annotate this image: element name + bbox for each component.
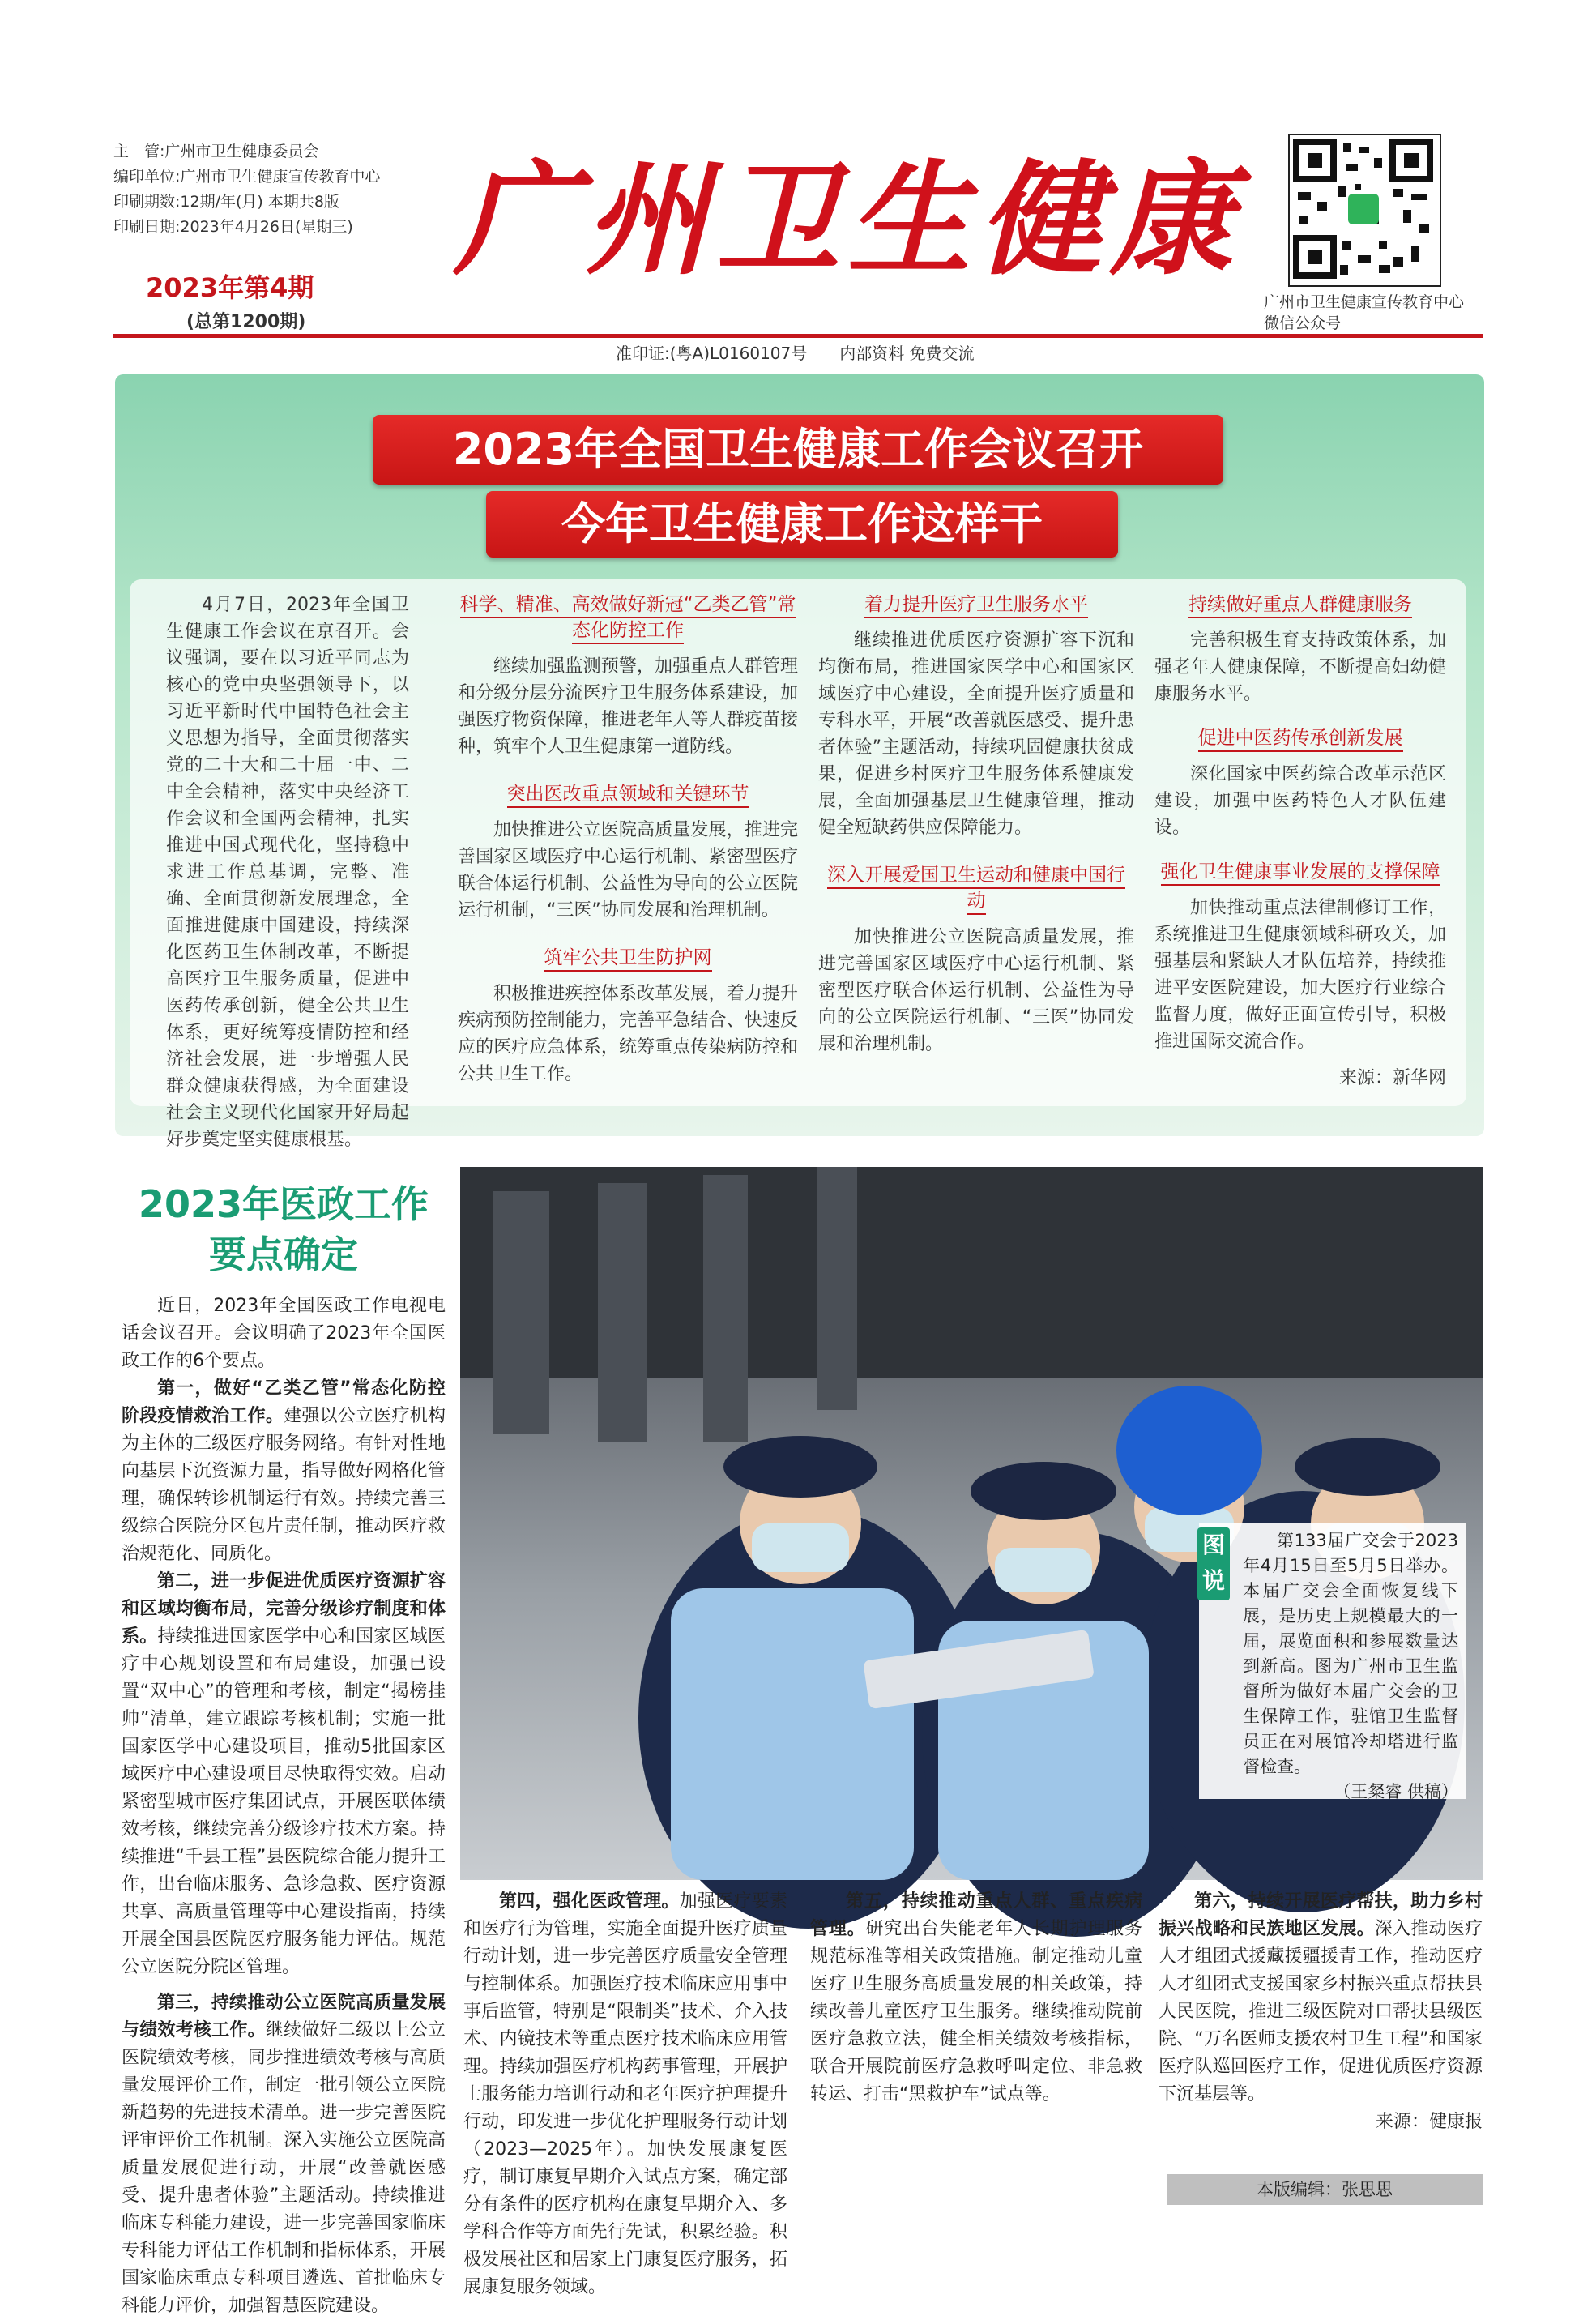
article-p4: 第三，持续推动公立医院高质量发展与绩效考核工作。继续做好二级以上公立医院绩效考核，同步推进绩效考核与高质量发展评价工作，制定一批引领公立医院新趋势的先进技术清单。进一步完善医院评审评价工作机制。深入实施公立医院高质量发展促进行动，开展“改善就医感受、提升患者体验”主题活动。持续推进临床专科能力建设，进一步完善国家临床专科能力评估工作机制和指标体系，开展国家临床重点专科项目遴选、首批临床专科能力评价，加强智慧医院建设。 [122, 1993, 446, 2316]
info-print-date: 印刷日期:2023年4月26日(星期三) [113, 218, 353, 236]
feature-column-3 [818, 592, 1134, 1057]
masthead-info [113, 139, 462, 240]
article-p3: 第二，进一步促进优质医疗资源扩容和区域均衡布局，完善分级诊疗制度和体系。持续推进国家医学中心和国家区域医疗中心规划设置和布局建设，加强已设置“双中心”的管理和考核，制定“揭榜挂帅”清单，建立跟踪考核机制；实施一批国家医学中心建设项目，推动5批国家区域医疗中心建设项目尽快取得实效。启动紧密型城市医疗集团试点，开展医联体绩效考核，继续完善分级诊疗技术方案。持续推进“千县工程”县医院综合能力提升工作，出台临床服务、急诊急救、医疗资源共享、高质量管理等中心建设指南，持续开展全国县医院医疗服务能力评估。规范公立医院分院区管理。 [122, 1571, 446, 1977]
feature-intro: 4月7日，2023年全国卫生健康工作会议在京召开。会议强调，要在以习近平同志为核心的党中央坚强领导下，以习近平新时代中国特色社会主义思想为指导，全面贯彻落实党的二十大和二十届一中、二中全会精神，落实中央经济工作会议和全国两会精神，扎实推进中国式现代化，坚持稳中求进工作总基调，完整、准确、全面贯彻新发展理念，全面推进健康中国建设，持续深化医药卫生体制改革，不断提高医疗卫生服务质量，促进中医药传承创新，健全公共卫生体系，更好统筹疫情防控和经济社会发展，进一步增强人民群众健康获得感，为全面建设社会主义现代化国家开好局起好步奠定坚实健康根基。 [166, 595, 409, 1150]
section-text-1: 继续加强监测预警，加强重点人群管理和分级分层分流医疗卫生服务体系建设，加强医疗物资保障，推进老年人等人群疫苗接种，筑牢个人卫生健康第一道防线。 [458, 656, 798, 757]
article-title-line-1: 2023年医政工作 [138, 1182, 429, 1226]
section-title-2: 突出医改重点领域和关键环节 [458, 781, 798, 807]
info-sponsor: 主 管:广州市卫生健康委员会 [113, 143, 319, 160]
headline-2: 今年卫生健康工作这样干 [561, 498, 1043, 549]
newspaper-title: 广州卫生健康 [454, 147, 1241, 292]
qr-caption: 广州市卫生健康宣传教育中心微信公众号 [1264, 293, 1465, 332]
headline-box-1 [373, 415, 1223, 485]
article-p2: 第一，做好“乙类乙管”常态化防控阶段疫情救治工作。建强以公立医疗机构为主体的三级医疗服务网络。有针对性地向基层下沉资源力量，指导做好网格化管理，确保转诊机制运行有效。持续完善三级综合医院分区包片责任制，推动医疗救治规范化、同质化。 [122, 1378, 446, 1564]
section-title-4: 着力提升医疗卫生服务水平 [818, 592, 1134, 617]
info-editor-unit: 编印单位:广州市卫生健康宣传教育中心 [113, 168, 381, 186]
issue-number: 2023年第4期 [146, 272, 314, 303]
section-text-8: 加快推动重点法律制修订工作，系统推进卫生健康领域科研攻关，加强基层和紧缺人才队伍培养，持续推进平安医院建设，加大医疗行业综合监督力度，做好正面宣传引导，积极推进国际交流合作。 [1154, 898, 1446, 1052]
article-p7: 第六，持续开展医疗帮扶，助力乡村振兴战略和民族地区发展。深入推动医疗人才组团式援藏援疆援青工作，推动医疗人才组团式支援国家乡村振兴重点帮扶县人民医院，推进三级医院对口帮扶县级医院、“万名医师支援农村卫生工程”和国家医疗队巡回医疗工作，促进优质医疗资源下沉基层等。 [1159, 1891, 1483, 2104]
page-editor: 本版编辑：张思思 [1167, 2174, 1483, 2205]
headline-1: 2023年全国卫生健康工作会议召开 [452, 424, 1144, 475]
feature-column-2 [458, 592, 798, 1087]
masthead-divider [113, 334, 1483, 338]
article-column-4 [1159, 1888, 1483, 2168]
article-p5: 第四，强化医政管理。加强医疗要素和医疗行为管理，实施全面提升医疗质量行动计划，进一步完善医疗质量安全管理与控制体系。加强医疗技术临床应用事中事后监管，特别是“限制类”技术、介入技术、内镜技术等重点医疗技术临床应用管理。持续加强医疗机构药事管理，开展护士服务能力培训行动和老年医疗护理提升行动，印发进一步优化护理服务行动计划（2023—2025年）。加快发展康复医疗，制订康复早期介入试点方案，确定部分有条件的医疗机构在康复早期介入、多学科合作等方面先行先试，积累经验。积极发展社区和居家上门康复医疗服务，拓展康复服务领域。 [463, 1891, 787, 2297]
headline-box-2 [486, 491, 1118, 558]
section-text-5: 加快推进公立医院高质量发展，推进完善国家区域医疗中心运行机制、紧密型医疗联合体运行机制、公益性为导向的公立医院运行机制、“三医”协同发展和治理机制。 [818, 927, 1134, 1054]
section-text-7: 深化国家中医药综合改革示范区建设，加强中医药特色人才队伍建设。 [1154, 764, 1446, 838]
article-title [122, 1179, 446, 1280]
feature-source: 来源：新华网 [1338, 1068, 1446, 1088]
section-text-2: 加快推进公立医院高质量发展，推进完善国家区域医疗中心运行机制、紧密型医疗联合体运行机制、公益性为导向的公立医院运行机制，“三医”协同发展和治理机制。 [458, 820, 798, 921]
article-p6: 第五，持续推动重点人群、重点疾病管理。研究出台失能老年人长期护理服务规范标准等相关政策措施。制定推动儿童医疗卫生服务高质量发展的相关政策，持续改善儿童医疗卫生服务。继续推动院前医疗急救立法，健全相关绩效考核指标，联合开展院前医疗急救呼叫定位、非急救转运、打击“黑救护车”试点等。 [810, 1891, 1142, 2104]
section-title-8: 强化卫生健康事业发展的支撑保障 [1154, 859, 1446, 885]
qr-code-icon[interactable] [1288, 134, 1441, 287]
section-text-6: 完善积极生育支持政策体系，加强老年人健康保障，不断提高妇幼健康服务水平。 [1154, 630, 1446, 704]
section-text-4: 继续推进优质医疗资源扩容下沉和均衡布局，推进国家医学中心和国家区域医疗中心建设，全面提升医疗质量和专科水平，开展“改善就医感受、提升患者体验”主题活动，持续巩固健康扶贫成果，促进乡村医疗卫生服务体系健康发展，全面加强基层卫生健康管理，推动健全短缺药供应保障能力。 [818, 630, 1134, 838]
photo-tag: 图说 [1197, 1527, 1230, 1600]
article-column-1b [122, 1989, 446, 2316]
section-text-3: 积极推进疾控体系改革发展，着力提升疾病预防控制能力，完善平急结合、快速反应的医疗应急体系，统筹重点传染病防控和公共卫生工作。 [458, 984, 798, 1084]
photo-caption: 第133届广交会于2023年4月15日至5月5日举办。本届广交会全面恢复线下展，是历史上规模最大的一届，展览面积和参展数量达到新高。图为广州市卫生监督所为做好本届广交会的卫生保障工作，驻馆卫生监督员正在对展馆冷却塔进行监督检查。 [1243, 1531, 1458, 1776]
permit-line: 准印证:(粤A)L0160107号 内部资料 免费交流 [616, 344, 975, 363]
section-title-1: 科学、精准、高效做好新冠“乙类乙管”常态化防控工作 [458, 592, 798, 643]
article-title-line-2: 要点确定 [209, 1233, 358, 1276]
section-title-7: 促进中医药传承创新发展 [1154, 725, 1446, 751]
info-print-count: 印刷期数:12期/年(月) 本期共8版 [113, 193, 339, 211]
section-title-6: 持续做好重点人群健康服务 [1154, 592, 1446, 617]
article-source: 来源：健康报 [1375, 2112, 1483, 2132]
feature-intro-column [166, 592, 409, 1153]
photo-caption-box [1199, 1523, 1466, 1799]
feature-column-4 [1154, 592, 1446, 1092]
article-p1: 近日，2023年全国医政工作电视电话会议召开。会议明确了2023年全国医政工作的6个要点。 [122, 1296, 446, 1371]
photo-credit: （王粲睿 供稿） [1334, 1782, 1458, 1801]
section-title-3: 筑牢公共卫生防护网 [458, 945, 798, 971]
issue-total: (总第1200期) [186, 312, 306, 332]
article-column-1 [122, 1292, 446, 1981]
article-column-2 [463, 1888, 787, 2297]
section-title-5: 深入开展爱国卫生运动和健康中国行动 [818, 862, 1134, 914]
article-column-3 [810, 1888, 1142, 2249]
